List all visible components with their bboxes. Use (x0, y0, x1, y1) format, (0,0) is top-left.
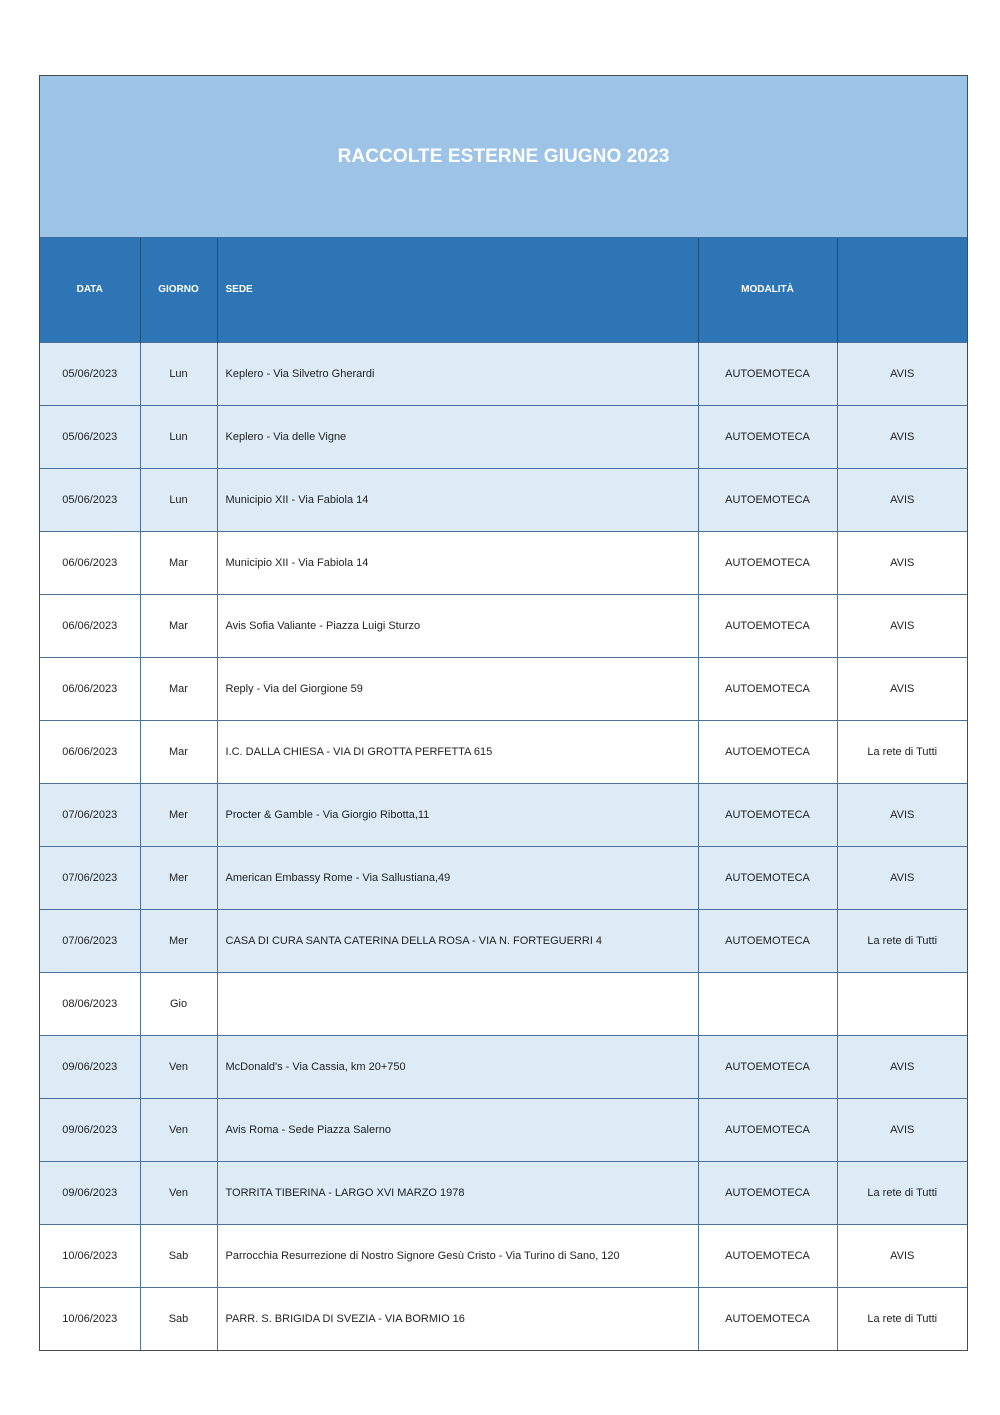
cell-sede: American Embassy Rome - Via Sallustiana,49 (217, 846, 698, 909)
cell-data: 06/06/2023 (40, 720, 140, 783)
column-header-modalita: MODALITÀ (698, 238, 837, 342)
cell-modalita: AUTOEMOTECA (698, 909, 837, 972)
cell-giorno: Mar (140, 720, 217, 783)
column-header-ente (837, 238, 967, 342)
cell-ente: AVIS (837, 405, 967, 468)
cell-giorno: Ven (140, 1161, 217, 1224)
table-row (40, 1161, 967, 1224)
table-row (40, 720, 967, 783)
cell-modalita (698, 972, 837, 1035)
cell-data: 09/06/2023 (40, 1098, 140, 1161)
cell-sede: Keplero - Via Silvetro Gherardi (217, 342, 698, 405)
cell-sede: McDonald's - Via Cassia, km 20+750 (217, 1035, 698, 1098)
cell-giorno: Gio (140, 972, 217, 1035)
cell-data: 10/06/2023 (40, 1287, 140, 1350)
cell-giorno: Mer (140, 783, 217, 846)
table-row (40, 1035, 967, 1098)
table-row (40, 531, 967, 594)
cell-sede: TORRITA TIBERINA - LARGO XVI MARZO 1978 (217, 1161, 698, 1224)
table-row (40, 909, 967, 972)
table-row (40, 846, 967, 909)
cell-modalita: AUTOEMOTECA (698, 783, 837, 846)
cell-ente: AVIS (837, 846, 967, 909)
table-row (40, 342, 967, 405)
cell-modalita: AUTOEMOTECA (698, 342, 837, 405)
cell-ente: AVIS (837, 531, 967, 594)
cell-giorno: Mar (140, 594, 217, 657)
column-header-data: DATA (40, 238, 140, 342)
cell-data: 05/06/2023 (40, 468, 140, 531)
cell-data: 09/06/2023 (40, 1035, 140, 1098)
cell-ente: La rete di Tutti (837, 1287, 967, 1350)
cell-modalita: AUTOEMOTECA (698, 531, 837, 594)
cell-modalita: AUTOEMOTECA (698, 1035, 837, 1098)
header-row (40, 238, 967, 342)
table-row (40, 594, 967, 657)
cell-ente: AVIS (837, 594, 967, 657)
cell-ente (837, 972, 967, 1035)
cell-data: 09/06/2023 (40, 1161, 140, 1224)
cell-modalita: AUTOEMOTECA (698, 720, 837, 783)
cell-data: 08/06/2023 (40, 972, 140, 1035)
cell-sede (217, 972, 698, 1035)
cell-modalita: AUTOEMOTECA (698, 1224, 837, 1287)
table-row (40, 1287, 967, 1350)
cell-giorno: Mer (140, 846, 217, 909)
schedule-sheet (39, 75, 968, 1351)
cell-ente: AVIS (837, 1224, 967, 1287)
table-row (40, 783, 967, 846)
cell-giorno: Lun (140, 468, 217, 531)
cell-ente: AVIS (837, 342, 967, 405)
schedule-table (40, 238, 967, 1350)
table-row (40, 468, 967, 531)
cell-modalita: AUTOEMOTECA (698, 657, 837, 720)
cell-ente: La rete di Tutti (837, 720, 967, 783)
cell-ente: AVIS (837, 1035, 967, 1098)
cell-sede: Avis Roma - Sede Piazza Salerno (217, 1098, 698, 1161)
cell-sede: Procter & Gamble - Via Giorgio Ribotta,11 (217, 783, 698, 846)
cell-sede: I.C. DALLA CHIESA - VIA DI GROTTA PERFETTA 615 (217, 720, 698, 783)
cell-sede: Municipio XII - Via Fabiola 14 (217, 468, 698, 531)
cell-modalita: AUTOEMOTECA (698, 846, 837, 909)
table-row (40, 405, 967, 468)
page-title: RACCOLTE ESTERNE GIUGNO 2023 (337, 145, 670, 167)
cell-giorno: Ven (140, 1098, 217, 1161)
cell-giorno: Mer (140, 909, 217, 972)
cell-data: 05/06/2023 (40, 405, 140, 468)
cell-data: 07/06/2023 (40, 909, 140, 972)
cell-sede: Avis Sofia Valiante - Piazza Luigi Sturzo (217, 594, 698, 657)
cell-data: 07/06/2023 (40, 846, 140, 909)
cell-modalita: AUTOEMOTECA (698, 1287, 837, 1350)
cell-sede: PARR. S. BRIGIDA DI SVEZIA - VIA BORMIO 16 (217, 1287, 698, 1350)
table-header (40, 238, 967, 342)
cell-modalita: AUTOEMOTECA (698, 468, 837, 531)
cell-modalita: AUTOEMOTECA (698, 594, 837, 657)
cell-modalita: AUTOEMOTECA (698, 405, 837, 468)
cell-sede: Municipio XII - Via Fabiola 14 (217, 531, 698, 594)
table-row (40, 972, 967, 1035)
cell-giorno: Ven (140, 1035, 217, 1098)
column-header-sede: SEDE (217, 238, 698, 342)
cell-ente: La rete di Tutti (837, 1161, 967, 1224)
title-band (40, 76, 967, 238)
cell-data: 10/06/2023 (40, 1224, 140, 1287)
cell-sede: CASA DI CURA SANTA CATERINA DELLA ROSA - VIA N. FORTEGUERRI 4 (217, 909, 698, 972)
table-row (40, 1098, 967, 1161)
cell-ente: AVIS (837, 468, 967, 531)
cell-ente: AVIS (837, 783, 967, 846)
cell-data: 05/06/2023 (40, 342, 140, 405)
cell-sede: Parrocchia Resurrezione di Nostro Signore Gesù Cristo - Via Turino di Sano, 120 (217, 1224, 698, 1287)
cell-modalita: AUTOEMOTECA (698, 1161, 837, 1224)
cell-giorno: Sab (140, 1287, 217, 1350)
table-row (40, 1224, 967, 1287)
cell-sede: Reply - Via del Giorgione 59 (217, 657, 698, 720)
cell-sede: Keplero - Via delle Vigne (217, 405, 698, 468)
cell-giorno: Lun (140, 342, 217, 405)
cell-ente: La rete di Tutti (837, 909, 967, 972)
cell-giorno: Sab (140, 1224, 217, 1287)
cell-data: 06/06/2023 (40, 594, 140, 657)
cell-data: 06/06/2023 (40, 531, 140, 594)
cell-giorno: Lun (140, 405, 217, 468)
cell-giorno: Mar (140, 531, 217, 594)
cell-ente: AVIS (837, 657, 967, 720)
cell-giorno: Mar (140, 657, 217, 720)
cell-data: 06/06/2023 (40, 657, 140, 720)
table-row (40, 657, 967, 720)
cell-data: 07/06/2023 (40, 783, 140, 846)
column-header-giorno: GIORNO (140, 238, 217, 342)
cell-modalita: AUTOEMOTECA (698, 1098, 837, 1161)
table-body (40, 342, 967, 1350)
cell-ente: AVIS (837, 1098, 967, 1161)
